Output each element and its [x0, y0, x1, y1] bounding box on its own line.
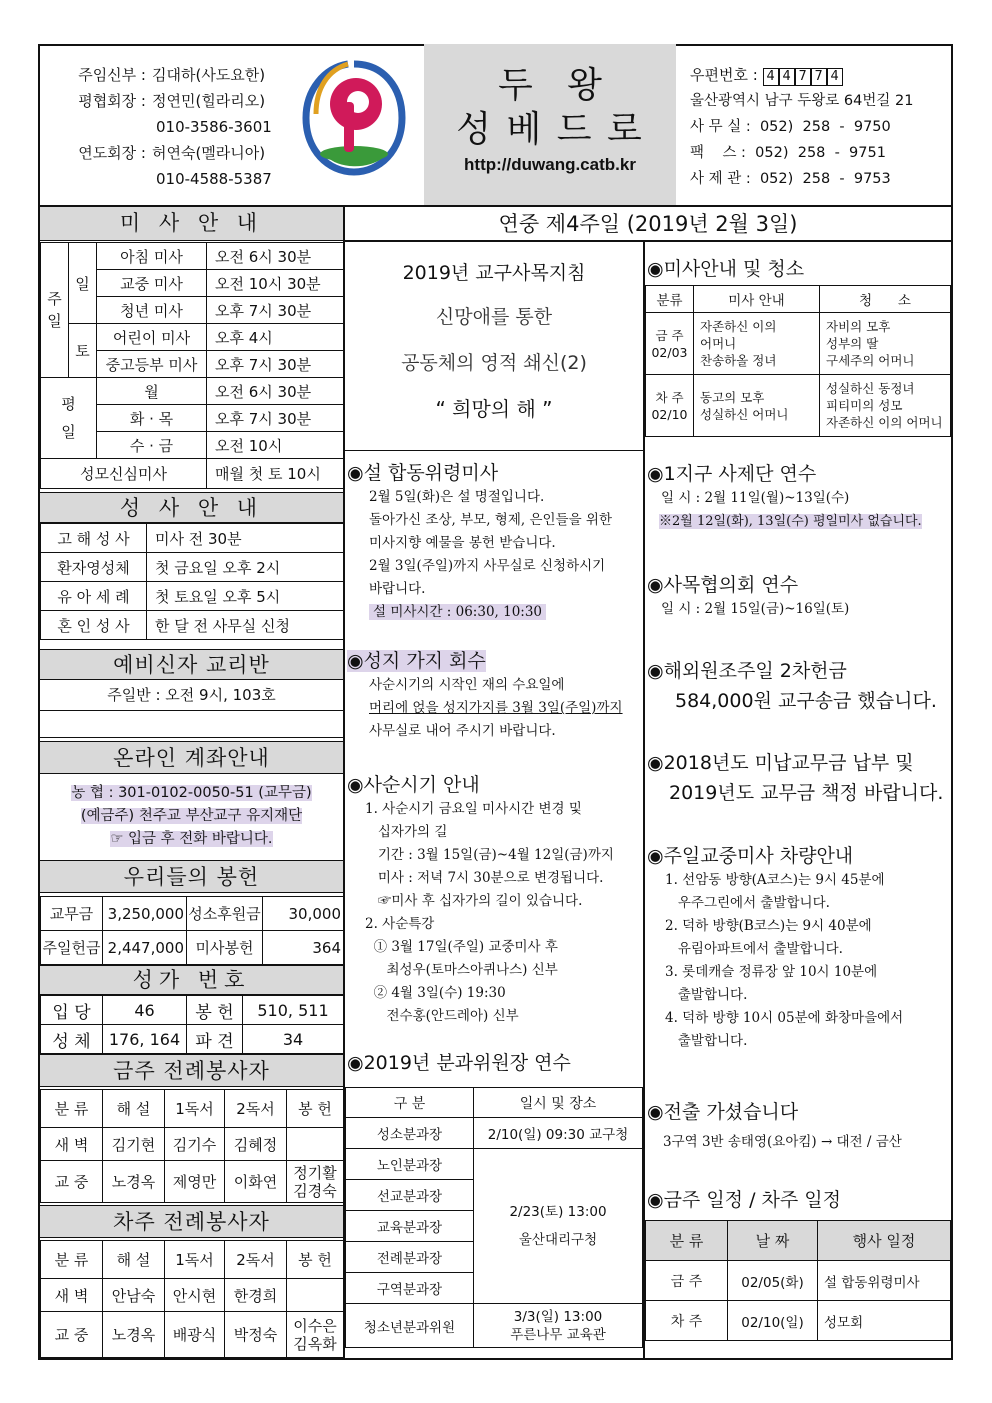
- hymns-table: [40, 995, 344, 1054]
- notice-lent: [347, 772, 643, 1028]
- cleaning-duty: 자비의 모후 성부의 딸 구세주의 어머니: [820, 313, 951, 375]
- table-row: 교 중 노경옥 제영만 이화연 정기활 김경숙: [41, 1161, 344, 1203]
- servers-this-table: [40, 1089, 344, 1203]
- table-row: 선교분과장: [346, 1180, 643, 1211]
- servers-next-table: [40, 1240, 344, 1358]
- cleaning-mass: 자존하신 이의 어머니 찬송하올 정녀: [694, 313, 820, 375]
- table-row: 청소년분과위원 3/3(일) 13:00 푸른나무 교육관: [346, 1304, 643, 1348]
- notice-heading: ◉해외원조주일 2차헌금: [647, 660, 847, 682]
- notice-line: 돌아가신 조상, 부모, 형제, 은인들을 위한: [369, 512, 612, 528]
- servers-this-heading: 금주 전례봉사자: [40, 1054, 343, 1087]
- notice-heading: ◉주일교중미사 차량안내: [647, 845, 854, 867]
- notice-line: ※2월 12일(화), 13일(수) 평일미사 없습니다.: [659, 514, 922, 529]
- notice-line: 미사 : 저녁 7시 30분으로 변경됩니다.: [365, 870, 604, 886]
- notice-line: 사무실로 내어 주시기 바랍니다.: [369, 723, 556, 739]
- table-row: 고 해 성 사 미사 전 30분: [41, 524, 344, 553]
- notice-line: 1. 사순시기 금요일 미사시간 변경 및: [365, 801, 582, 817]
- notice-dues: [647, 750, 951, 810]
- cleaning-mass: 동고의 모후 성실하신 어머니: [694, 375, 820, 437]
- table-row: 분 류 해 설 1독서 2독서 봉 헌: [41, 1090, 344, 1128]
- cleaning-table: [645, 285, 951, 437]
- notice-line: 출발합니다.: [665, 987, 748, 1003]
- online-account: [40, 782, 343, 851]
- offering-table: [40, 896, 344, 965]
- table-row: 노인분과장 2/23(토) 13:00 울산대리구청: [346, 1149, 643, 1180]
- cleaning-week: 금 주 02/03: [646, 313, 694, 375]
- contact-row: 연도회장 : 허연숙(멜라니아): [78, 144, 266, 162]
- offertory-names: 정기활 김경숙: [287, 1161, 344, 1203]
- table-row: 새 벽 안남숙 안시현 한경희: [41, 1279, 344, 1312]
- training-place: 울산대리구청: [518, 1232, 598, 1248]
- offertory-names: 이수은 김옥화: [287, 1312, 344, 1358]
- notice-line: 584,000원 교구송금 했습니다.: [675, 690, 937, 712]
- table-row: [646, 313, 951, 375]
- training-datetime: 2/23(토) 13:00: [509, 1204, 607, 1220]
- office-phone: 사 무 실 : 052) 258 - 9750: [690, 119, 891, 135]
- schedule-heading: ◉금주 일정 / 차주 일정: [647, 1189, 841, 1211]
- account-note: ☞ 입금 후 전화 바랍니다.: [110, 831, 273, 847]
- table-row: 토 어린이 미사 오후 4시: [41, 324, 344, 351]
- table-row: 분 류 날 짜 행사 일정: [646, 1221, 951, 1261]
- weekday-label: 평 일: [41, 378, 97, 459]
- to-label: 토: [69, 324, 97, 378]
- table-row: 구 분 일시 및 장소: [346, 1088, 643, 1118]
- notice-line: 2. 덕하 방향(B코스)는 9시 40분에: [665, 918, 872, 934]
- notice-line: 3. 롯데캐슬 정류장 앞 10시 10분에: [665, 964, 878, 980]
- notice-line: 3구역 3반 송태영(요아킴) → 대전 / 금산: [663, 1134, 902, 1150]
- table-row: 성모신심미사 매월 첫 토 10시: [41, 459, 344, 489]
- table-row: 화 · 목 오후 7시 30분: [41, 405, 344, 432]
- table-row: 유 아 세 례 첫 토요일 오후 5시: [41, 582, 344, 611]
- table-row: 성 체 176, 164 파 견 34: [41, 1025, 344, 1054]
- notice-line: 일 시 : 2월 11일(월)~13일(수): [661, 490, 850, 506]
- notice-line: ① 3월 17일(주일) 교중미사 후: [365, 939, 558, 955]
- hymns-heading: 성가 번호: [40, 965, 343, 995]
- training-merged-cell: [474, 1149, 643, 1304]
- notice-line: 2월 3일(주일)까지 사무실로 신청하시기: [369, 558, 606, 574]
- divider: [40, 710, 343, 711]
- mass-heading: 미 사 안 내: [40, 207, 343, 241]
- issue-title: 연중 제4주일 (2019년 2월 3일): [345, 207, 951, 242]
- notice-line: 설 미사시간 : 06:30, 10:30: [369, 604, 546, 620]
- cleaning-duty: 성실하신 동정녀 피티미의 성모 자존하신 이의 어머니: [820, 375, 951, 437]
- notice-line: 4. 덕하 방향 10시 05분에 화창마을에서: [665, 1010, 904, 1026]
- table-row: 교무금 3,250,000 성소후원금 30,000: [41, 897, 344, 931]
- notice-line: 출발합니다.: [665, 1033, 748, 1049]
- fax: 팩 스 : 052) 258 - 9751: [690, 145, 886, 161]
- notice-line: 미사지향 예물을 봉헌 받습니다.: [369, 535, 556, 551]
- notice-new-year: [347, 460, 643, 624]
- notice-line: ② 4월 3일(수) 19:30: [365, 985, 506, 1001]
- notice-line: 전수홍(안드레아) 신부: [365, 1008, 519, 1024]
- notice-line: 우주그린에서 출발합니다.: [665, 895, 830, 911]
- training-youth-cell: 3/3(일) 13:00 푸른나무 교육관: [474, 1304, 643, 1348]
- table-row: 입 당 46 봉 헌 510, 511: [41, 996, 344, 1025]
- table-row: [646, 375, 951, 437]
- table-row: 중고등부 미사 오후 7시 30분: [41, 351, 344, 378]
- table-row: 차 주 02/10(일) 성모회: [646, 1301, 951, 1341]
- address: 울산광역시 남구 두왕로 64번길 21: [690, 93, 914, 109]
- pastoral-line: 신망애를 통한: [435, 306, 553, 328]
- table-row: 전례분과장: [346, 1242, 643, 1273]
- table-row: 새 벽 김기현 김기수 김혜정: [41, 1128, 344, 1161]
- catechumen-text: 주일반 : 오전 9시, 103호: [107, 686, 276, 704]
- pastoral-line: 2019년 교구사목지침: [402, 262, 586, 284]
- sacraments-heading: 성 사 안 내: [40, 492, 343, 523]
- notice-line: 2. 사순특강: [365, 916, 435, 932]
- il-label: 일: [69, 243, 97, 324]
- notice-training-heading: ◉2019년 분과위원장 연수: [347, 1052, 571, 1074]
- notice-heading: ◉설 합동위령미사: [347, 462, 499, 484]
- training-table: [345, 1087, 643, 1348]
- notice-priests: [647, 461, 951, 533]
- online-heading: 온라인 계좌안내: [40, 741, 343, 774]
- servers-next-heading: 차주 전례봉사자: [40, 1205, 343, 1238]
- notice-line: 기간 : 3월 15일(금)~4월 12일(금)까지: [365, 847, 614, 863]
- notice-line: 최성우(토마스아퀴나스) 신부: [365, 962, 558, 978]
- cleaning-week: 차 주 02/10: [646, 375, 694, 437]
- notice-heading: ◉사순시기 안내: [347, 774, 480, 796]
- notice-shuttle: [647, 843, 951, 1053]
- table-row: 성소분과장 2/10(일) 09:30 교구청: [346, 1118, 643, 1149]
- schedule-table: [645, 1220, 951, 1341]
- table-row: 교 중 노경옥 배광식 박정숙 이수은 김옥화: [41, 1312, 344, 1358]
- notice-line: 바랍니다.: [369, 581, 426, 597]
- sunday-label: 주 일: [41, 243, 69, 378]
- notice-heading: ◉2018년도 미납교무금 납부 및: [647, 752, 914, 774]
- table-row: 교중 미사 오전 10시 30분: [41, 270, 344, 297]
- header-address: [690, 62, 950, 192]
- contact-phone: 010-3586-3601: [156, 118, 272, 136]
- notice-overseas: [647, 658, 951, 718]
- notice-line: 1. 선암동 방향(A코스)는 9시 45분에: [665, 872, 885, 888]
- contact-row: 주임신부 : 김대하(사도요한): [78, 66, 266, 84]
- notice-heading: ◉1지구 사제단 연수: [647, 463, 817, 485]
- header-contacts: [48, 62, 288, 192]
- header-title-block: [424, 44, 676, 205]
- notice-heading: ◉전출 가셨습니다: [647, 1101, 799, 1123]
- cleaning-heading: ◉미사안내 및 청소: [647, 258, 805, 280]
- catechumen-heading: 예비신자 교리반: [40, 649, 343, 680]
- sacraments-table: [40, 523, 344, 640]
- table-row: 청년 미사 오후 7시 30분: [41, 297, 344, 324]
- rectory-phone: 사 제 관 : 052) 258 - 9753: [690, 171, 891, 187]
- table-row: 주일헌금 2,447,000 미사봉헌 364: [41, 931, 344, 965]
- table-row: 혼 인 성 사 한 달 전 사무실 신청: [41, 611, 344, 640]
- notice-line: ☞미사 후 십자가의 길이 있습니다.: [365, 893, 583, 909]
- table-row: 구역분과장: [346, 1273, 643, 1304]
- notice-line: 머리에 얹을 성지가지를 3월 3일(주일)까지: [369, 700, 623, 716]
- notice-heading: ◉성지 가지 회수: [347, 650, 486, 672]
- notice-line: 유림아파트에서 출발합니다.: [665, 941, 843, 957]
- notice-council: [647, 572, 951, 621]
- notice-transfer: [647, 1099, 951, 1154]
- pastoral-line: 공동체의 영적 쇄신(2): [401, 352, 587, 374]
- pastoral-guideline: [345, 252, 643, 432]
- account-holder: (예금주) 천주교 부산교구 유지재단: [80, 808, 303, 824]
- parish-logo-icon: [298, 58, 410, 178]
- mass-table: [40, 242, 344, 489]
- table-row: 분 류 해 설 1독서 2독서 봉 헌: [41, 1241, 344, 1279]
- contact-row: 평협회장 : 정연민(힐라리오): [78, 92, 266, 110]
- church-name-1: 두 왕: [498, 65, 602, 106]
- notice-line: 2019년도 교무금 책정 바랍니다.: [669, 782, 944, 804]
- account-number: 농 협 : 301-0102-0050-51 (교무금): [71, 785, 312, 801]
- postal-code: 우편번호 : 4 4 7 7 4: [690, 62, 950, 88]
- table-row: 평 일 월 오전 6시 30분: [41, 378, 344, 405]
- table-row: 주 일 일 아침 미사 오전 6시 30분: [41, 243, 344, 270]
- notice-line: 2월 5일(화)은 설 명절입니다.: [369, 489, 545, 505]
- table-row: 수 · 금 오전 10시: [41, 432, 344, 459]
- table-row: 금 주 02/05(화) 설 합동위령미사: [646, 1261, 951, 1301]
- notice-line: 일 시 : 2월 15일(금)~16일(토): [661, 601, 850, 617]
- church-url[interactable]: http://duwang.catb.kr: [464, 155, 636, 174]
- notice-palm: [347, 648, 643, 743]
- table-row: 환자영성체 첫 금요일 오후 2시: [41, 553, 344, 582]
- notice-line: 사순시기의 시작인 재의 수요일에: [369, 677, 565, 693]
- divider: [40, 737, 343, 738]
- offering-heading: 우리들의 봉헌: [40, 860, 343, 893]
- notice-heading: ◉사목협의회 연수: [647, 574, 799, 596]
- table-row: 분류 미사 안내 청 소: [646, 286, 951, 313]
- church-name-2: 성 베 드 로: [456, 109, 644, 150]
- table-row: 교육분과장: [346, 1211, 643, 1242]
- pastoral-line: “ 희망의 해 ”: [435, 397, 553, 421]
- divider: [345, 450, 643, 451]
- notice-line: 십자가의 길: [365, 824, 448, 840]
- contact-phone: 010-4588-5387: [156, 170, 272, 188]
